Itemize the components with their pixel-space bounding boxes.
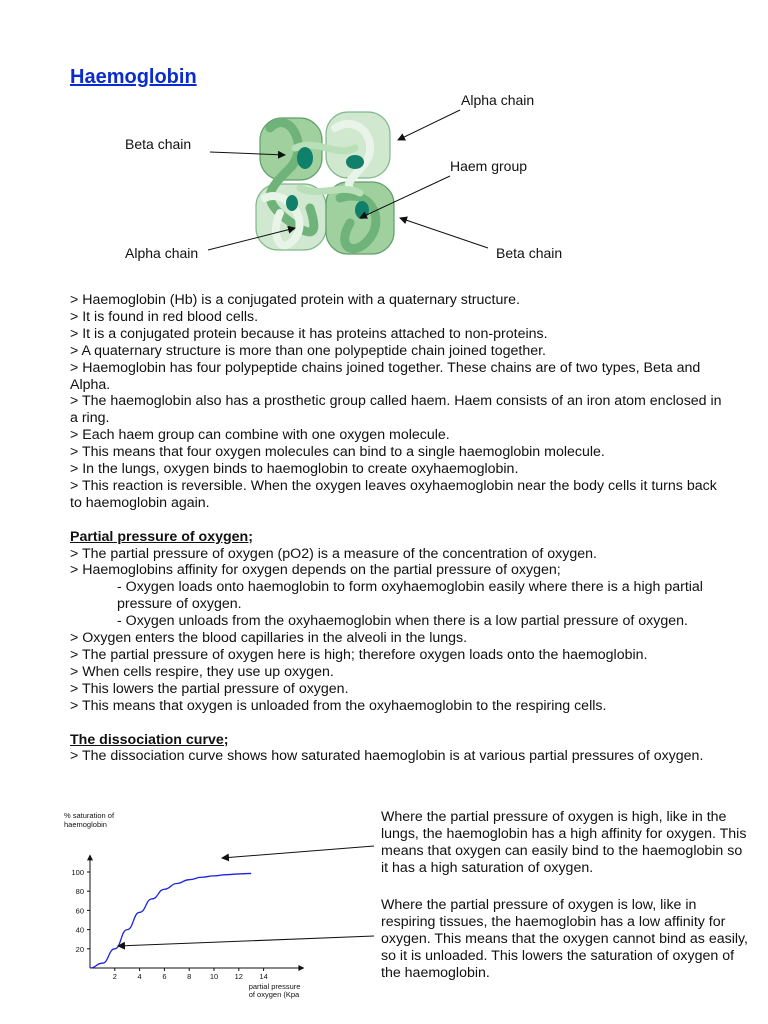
partial-line: > This means that oxygen is unloaded from the oxyhaemoglobin to the respiring cells. <box>70 697 607 714</box>
x-tick-label: 8 <box>187 972 192 981</box>
haem-group-shape <box>355 201 369 219</box>
intro-line: > This reaction is reversible. When the oxygen leaves oxyhaemoglobin near the body cells it turns back to haemoglobin again. <box>70 477 717 511</box>
label-beta-chain-left: Beta chain <box>125 136 192 152</box>
heading-dissociation-curve: The dissociation curve; <box>70 731 229 748</box>
y-axis-label: % saturation of <box>64 811 115 820</box>
partial-line: > When cells respire, they use up oxygen. <box>70 663 334 680</box>
intro-line: > Haemoglobin (Hb) is a conjugated protein with a quaternary structure. <box>70 292 520 308</box>
heading-partial-pressure: Partial pressure of oxygen; <box>70 528 253 545</box>
partial-subpoint: - Oxygen unloads from the oxyhaemoglobin when there is a low partial pressure of oxygen. <box>117 613 688 630</box>
x-axis-arrowhead <box>298 965 304 971</box>
x-tick-label: 10 <box>209 972 219 981</box>
arrow-beta-right <box>400 218 488 248</box>
dissociation-line: > The dissociation curve shows how saturated haemoglobin is at various partial pressures of oxygen. <box>70 748 704 765</box>
x-tick-label: 4 <box>137 972 142 981</box>
haem-group-shape <box>286 195 298 211</box>
x-tick-label: 14 <box>259 972 268 981</box>
arrow-alpha-top <box>398 110 460 140</box>
partial-line: > This lowers the partial pressure of oxygen. <box>70 680 349 697</box>
label-beta-chain-right: Beta chain <box>496 245 563 261</box>
page-title: Haemoglobin <box>70 66 197 88</box>
note-low-pressure: Where the partial pressure of oxygen is low, like in respiring tissues, the haemoglobin has a low affinity for oxygen. This means that the oxygen cannot bind as easily, so it is unloaded. This lowers the saturation of oxygen of the haemoglobin. <box>381 897 748 981</box>
partial-subpoint: - Oxygen loads onto haemoglobin to form oxyhaemoglobin easily where there is a high partial pressure of oxygen. <box>117 579 703 613</box>
intro-line: > In the lungs, oxygen binds to haemoglobin to create oxyhaemoglobin. <box>70 461 519 478</box>
y-axis-arrowhead <box>87 854 93 860</box>
y-tick-label: 20 <box>75 944 84 954</box>
main-text <box>70 292 730 765</box>
label-alpha-chain-bottom: Alpha chain <box>125 245 199 261</box>
haem-group-shape <box>346 155 364 169</box>
x-axis-label: partial pressure <box>248 982 301 991</box>
y-tick-label: 80 <box>75 887 84 897</box>
y-axis-label: haemoglobin <box>64 820 107 829</box>
label-haem-group: Haem group <box>450 158 528 174</box>
intro-line: > The haemoglobin also has a prosthetic group called haem. Haem consists of an iron atom enclosed in a ring. <box>70 393 722 427</box>
label-alpha-chain-top: Alpha chain <box>461 92 535 108</box>
dissociation-chart <box>60 808 310 1000</box>
partial-line: > Haemoglobins affinity for oxygen depends on the partial pressure of oxygen; <box>70 562 561 579</box>
y-tick-label: 100 <box>71 868 84 877</box>
haem-group-shape <box>297 147 313 169</box>
haemoglobin-diagram <box>120 88 580 268</box>
partial-line: > The partial pressure of oxygen here is high; therefore oxygen loads onto the haemoglobin. <box>70 647 648 664</box>
dissociation-curve-line <box>90 873 251 968</box>
intro-line: > It is a conjugated protein because it has proteins attached to non-proteins. <box>70 325 548 342</box>
y-tick-label: 40 <box>75 925 84 935</box>
partial-line: > The partial pressure of oxygen (pO2) is a measure of the concentration of oxygen. <box>70 545 597 562</box>
x-tick-label: 6 <box>162 972 167 981</box>
partial-line: > Oxygen enters the blood capillaries in the alveoli in the lungs. <box>70 630 468 647</box>
y-tick-label: 60 <box>75 906 84 916</box>
note-high-pressure: Where the partial pressure of oxygen is high, like in the lungs, the haemoglobin has a high affinity for oxygen. This means that oxygen can easily bind to the haemoglobin so it has a high saturation of oxygen. <box>381 809 747 876</box>
intro-line: > A quaternary structure is more than one polypeptide chain joined together. <box>70 342 546 359</box>
x-axis-label: of oxygen (Kpa <box>248 990 300 999</box>
intro-line: > Each haem group can combine with one oxygen molecule. <box>70 427 450 444</box>
intro-line: > Haemoglobin has four polypeptide chains joined together. These chains are of two types, Beta and Alpha. <box>70 359 701 393</box>
x-tick-label: 12 <box>234 972 243 981</box>
intro-line: > This means that four oxygen molecules can bind to a single haemoglobin molecule. <box>70 444 605 461</box>
intro-line: > It is found in red blood cells. <box>70 308 259 325</box>
x-tick-label: 2 <box>112 972 117 981</box>
